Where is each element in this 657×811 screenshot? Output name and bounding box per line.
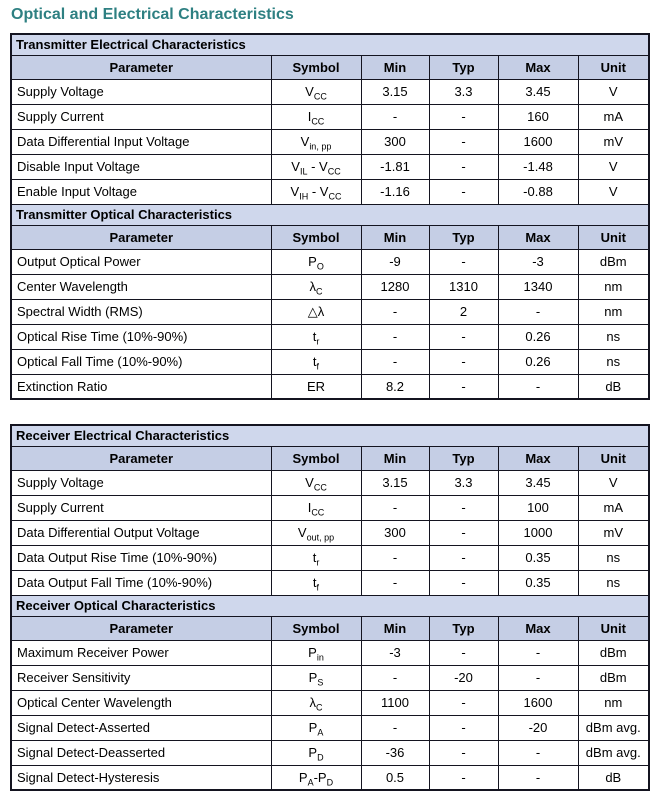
max-cell: 100	[498, 495, 578, 520]
symbol-cell: $V_{CC}$	[271, 79, 361, 104]
typ-cell: -	[429, 154, 498, 179]
symbol-cell: $V_{IL} - V_{CC}$	[271, 154, 361, 179]
symbol-cell: $V_{CC}$	[271, 470, 361, 495]
parameter-cell: Signal Detect-Hysteresis	[11, 765, 271, 790]
column-header-symbol: Symbol	[271, 616, 361, 640]
unit-cell: nm	[578, 299, 649, 324]
parameter-cell: Data Output Rise Time (10%-90%)	[11, 545, 271, 570]
max-cell: 1000	[498, 520, 578, 545]
parameter-cell: Optical Center Wavelength	[11, 690, 271, 715]
symbol-cell: △λ	[271, 299, 361, 324]
column-header-parameter: Parameter	[11, 446, 271, 470]
table-row	[11, 640, 649, 665]
typ-cell: -	[429, 740, 498, 765]
table-row	[11, 545, 649, 570]
characteristics-table-transmitter	[10, 33, 650, 400]
parameter-cell: Data Output Fall Time (10%-90%)	[11, 570, 271, 595]
parameter-cell: Supply Voltage	[11, 79, 271, 104]
unit-cell: nm	[578, 274, 649, 299]
max-cell: -	[498, 299, 578, 324]
symbol-cell: $P_A-P_D$	[271, 765, 361, 790]
column-header-row	[11, 616, 649, 640]
column-header-symbol: Symbol	[271, 225, 361, 249]
column-header-unit: Unit	[578, 55, 649, 79]
min-cell: 300	[361, 129, 429, 154]
symbol-cell: $\lambda_C$	[271, 690, 361, 715]
max-cell: -3	[498, 249, 578, 274]
table-row	[11, 249, 649, 274]
min-cell: 1280	[361, 274, 429, 299]
min-cell: 300	[361, 520, 429, 545]
parameter-cell: Supply Voltage	[11, 470, 271, 495]
parameter-cell: Spectral Width (RMS)	[11, 299, 271, 324]
unit-cell: V	[578, 79, 649, 104]
min-cell: 3.15	[361, 470, 429, 495]
column-header-max: Max	[498, 225, 578, 249]
page-title: Optical and Electrical Characteristics	[11, 6, 294, 23]
symbol-cell: $P_{in}$	[271, 640, 361, 665]
max-cell: -0.88	[498, 179, 578, 204]
symbol-cell: $\lambda_C$	[271, 274, 361, 299]
table-row	[11, 324, 649, 349]
unit-cell: dBm avg.	[578, 740, 649, 765]
table-row	[11, 349, 649, 374]
column-header-max: Max	[498, 55, 578, 79]
unit-cell: nm	[578, 690, 649, 715]
symbol-cell: $I_{CC}$	[271, 495, 361, 520]
parameter-cell: Disable Input Voltage	[11, 154, 271, 179]
min-cell: -3	[361, 640, 429, 665]
unit-cell: dBm avg.	[578, 715, 649, 740]
min-cell: 3.15	[361, 79, 429, 104]
min-cell: 8.2	[361, 374, 429, 399]
table-row	[11, 470, 649, 495]
typ-cell: -	[429, 495, 498, 520]
symbol-cell: $V_{in, pp}$	[271, 129, 361, 154]
table-row	[11, 520, 649, 545]
max-cell: -	[498, 740, 578, 765]
parameter-cell: Data Differential Input Voltage	[11, 129, 271, 154]
typ-cell: 3.3	[429, 470, 498, 495]
section-header-row	[11, 425, 649, 446]
unit-cell: dBm	[578, 640, 649, 665]
typ-cell: -	[429, 545, 498, 570]
column-header-min: Min	[361, 616, 429, 640]
parameter-cell: Signal Detect-Asserted	[11, 715, 271, 740]
unit-cell: dBm	[578, 665, 649, 690]
min-cell: -1.81	[361, 154, 429, 179]
typ-cell: -	[429, 640, 498, 665]
column-header-parameter: Parameter	[11, 55, 271, 79]
section-title: Receiver Electrical Characteristics	[11, 425, 649, 446]
table-row	[11, 665, 649, 690]
unit-cell: mA	[578, 495, 649, 520]
max-cell: 3.45	[498, 79, 578, 104]
section-header-row	[11, 204, 649, 225]
table-row	[11, 129, 649, 154]
section-title: Transmitter Optical Characteristics	[11, 204, 649, 225]
symbol-cell: $V_{out, pp}$	[271, 520, 361, 545]
max-cell: 0.26	[498, 349, 578, 374]
column-header-typ: Typ	[429, 616, 498, 640]
parameter-cell: Receiver Sensitivity	[11, 665, 271, 690]
table-row	[11, 374, 649, 399]
max-cell: 0.26	[498, 324, 578, 349]
table-row	[11, 179, 649, 204]
typ-cell: -	[429, 249, 498, 274]
typ-cell: -	[429, 324, 498, 349]
max-cell: -	[498, 765, 578, 790]
column-header-min: Min	[361, 55, 429, 79]
unit-cell: ns	[578, 324, 649, 349]
unit-cell: ns	[578, 570, 649, 595]
parameter-cell: Optical Fall Time (10%-90%)	[11, 349, 271, 374]
section-title: Receiver Optical Characteristics	[11, 595, 649, 616]
typ-cell: -	[429, 520, 498, 545]
section-header-row	[11, 595, 649, 616]
symbol-cell: $P_A$	[271, 715, 361, 740]
unit-cell: mV	[578, 129, 649, 154]
typ-cell: -	[429, 570, 498, 595]
typ-cell: -	[429, 349, 498, 374]
table-row	[11, 299, 649, 324]
column-header-typ: Typ	[429, 225, 498, 249]
min-cell: -	[361, 715, 429, 740]
symbol-cell: $t_r$	[271, 545, 361, 570]
typ-cell: 2	[429, 299, 498, 324]
max-cell: -1.48	[498, 154, 578, 179]
typ-cell: -	[429, 715, 498, 740]
typ-cell: -	[429, 765, 498, 790]
table-row	[11, 274, 649, 299]
symbol-cell: $t_r$	[271, 324, 361, 349]
typ-cell: -20	[429, 665, 498, 690]
typ-cell: 1310	[429, 274, 498, 299]
table-row	[11, 765, 649, 790]
unit-cell: mA	[578, 104, 649, 129]
max-cell: -	[498, 374, 578, 399]
unit-cell: V	[578, 154, 649, 179]
symbol-cell: ER	[271, 374, 361, 399]
min-cell: -	[361, 324, 429, 349]
table-row	[11, 715, 649, 740]
column-header-max: Max	[498, 446, 578, 470]
column-header-max: Max	[498, 616, 578, 640]
typ-cell: -	[429, 129, 498, 154]
table-row	[11, 740, 649, 765]
parameter-cell: Output Optical Power	[11, 249, 271, 274]
section-header-row	[11, 34, 649, 55]
unit-cell: ns	[578, 349, 649, 374]
parameter-cell: Signal Detect-Deasserted	[11, 740, 271, 765]
column-header-symbol: Symbol	[271, 446, 361, 470]
parameter-cell: Data Differential Output Voltage	[11, 520, 271, 545]
table-row	[11, 495, 649, 520]
min-cell: -	[361, 349, 429, 374]
symbol-cell: $P_O$	[271, 249, 361, 274]
table-row	[11, 104, 649, 129]
min-cell: -	[361, 299, 429, 324]
typ-cell: -	[429, 690, 498, 715]
parameter-cell: Maximum Receiver Power	[11, 640, 271, 665]
min-cell: -	[361, 545, 429, 570]
table-row	[11, 79, 649, 104]
max-cell: -20	[498, 715, 578, 740]
characteristics-table-receiver	[10, 424, 650, 791]
column-header-min: Min	[361, 446, 429, 470]
column-header-row	[11, 446, 649, 470]
symbol-cell: $P_D$	[271, 740, 361, 765]
min-cell: -9	[361, 249, 429, 274]
symbol-cell: $V_{IH} - V_{CC}$	[271, 179, 361, 204]
unit-cell: dB	[578, 374, 649, 399]
max-cell: 0.35	[498, 570, 578, 595]
symbol-cell: $P_S$	[271, 665, 361, 690]
unit-cell: V	[578, 470, 649, 495]
typ-cell: 3.3	[429, 79, 498, 104]
column-header-symbol: Symbol	[271, 55, 361, 79]
table-row	[11, 690, 649, 715]
column-header-unit: Unit	[578, 446, 649, 470]
min-cell: 0.5	[361, 765, 429, 790]
unit-cell: ns	[578, 545, 649, 570]
symbol-cell: $t_f$	[271, 349, 361, 374]
section-title: Transmitter Electrical Characteristics	[11, 34, 649, 55]
column-header-row	[11, 225, 649, 249]
unit-cell: dB	[578, 765, 649, 790]
parameter-cell: Supply Current	[11, 495, 271, 520]
column-header-parameter: Parameter	[11, 225, 271, 249]
max-cell: 1340	[498, 274, 578, 299]
parameter-cell: Supply Current	[11, 104, 271, 129]
table-row	[11, 154, 649, 179]
min-cell: -	[361, 495, 429, 520]
typ-cell: -	[429, 374, 498, 399]
min-cell: -36	[361, 740, 429, 765]
min-cell: 1100	[361, 690, 429, 715]
typ-cell: -	[429, 179, 498, 204]
parameter-cell: Enable Input Voltage	[11, 179, 271, 204]
max-cell: 160	[498, 104, 578, 129]
min-cell: -	[361, 570, 429, 595]
column-header-parameter: Parameter	[11, 616, 271, 640]
unit-cell: V	[578, 179, 649, 204]
max-cell: 3.45	[498, 470, 578, 495]
min-cell: -	[361, 104, 429, 129]
symbol-cell: $I_{CC}$	[271, 104, 361, 129]
column-header-typ: Typ	[429, 446, 498, 470]
parameter-cell: Center Wavelength	[11, 274, 271, 299]
max-cell: 1600	[498, 129, 578, 154]
max-cell: -	[498, 665, 578, 690]
min-cell: -	[361, 665, 429, 690]
column-header-unit: Unit	[578, 616, 649, 640]
tables-container	[10, 33, 648, 791]
symbol-cell: $t_f$	[271, 570, 361, 595]
min-cell: -1.16	[361, 179, 429, 204]
unit-cell: dBm	[578, 249, 649, 274]
unit-cell: mV	[578, 520, 649, 545]
typ-cell: -	[429, 104, 498, 129]
parameter-cell: Optical Rise Time (10%-90%)	[11, 324, 271, 349]
max-cell: -	[498, 640, 578, 665]
max-cell: 0.35	[498, 545, 578, 570]
max-cell: 1600	[498, 690, 578, 715]
column-header-min: Min	[361, 225, 429, 249]
column-header-row	[11, 55, 649, 79]
table-row	[11, 570, 649, 595]
column-header-typ: Typ	[429, 55, 498, 79]
parameter-cell: Extinction Ratio	[11, 374, 271, 399]
column-header-unit: Unit	[578, 225, 649, 249]
